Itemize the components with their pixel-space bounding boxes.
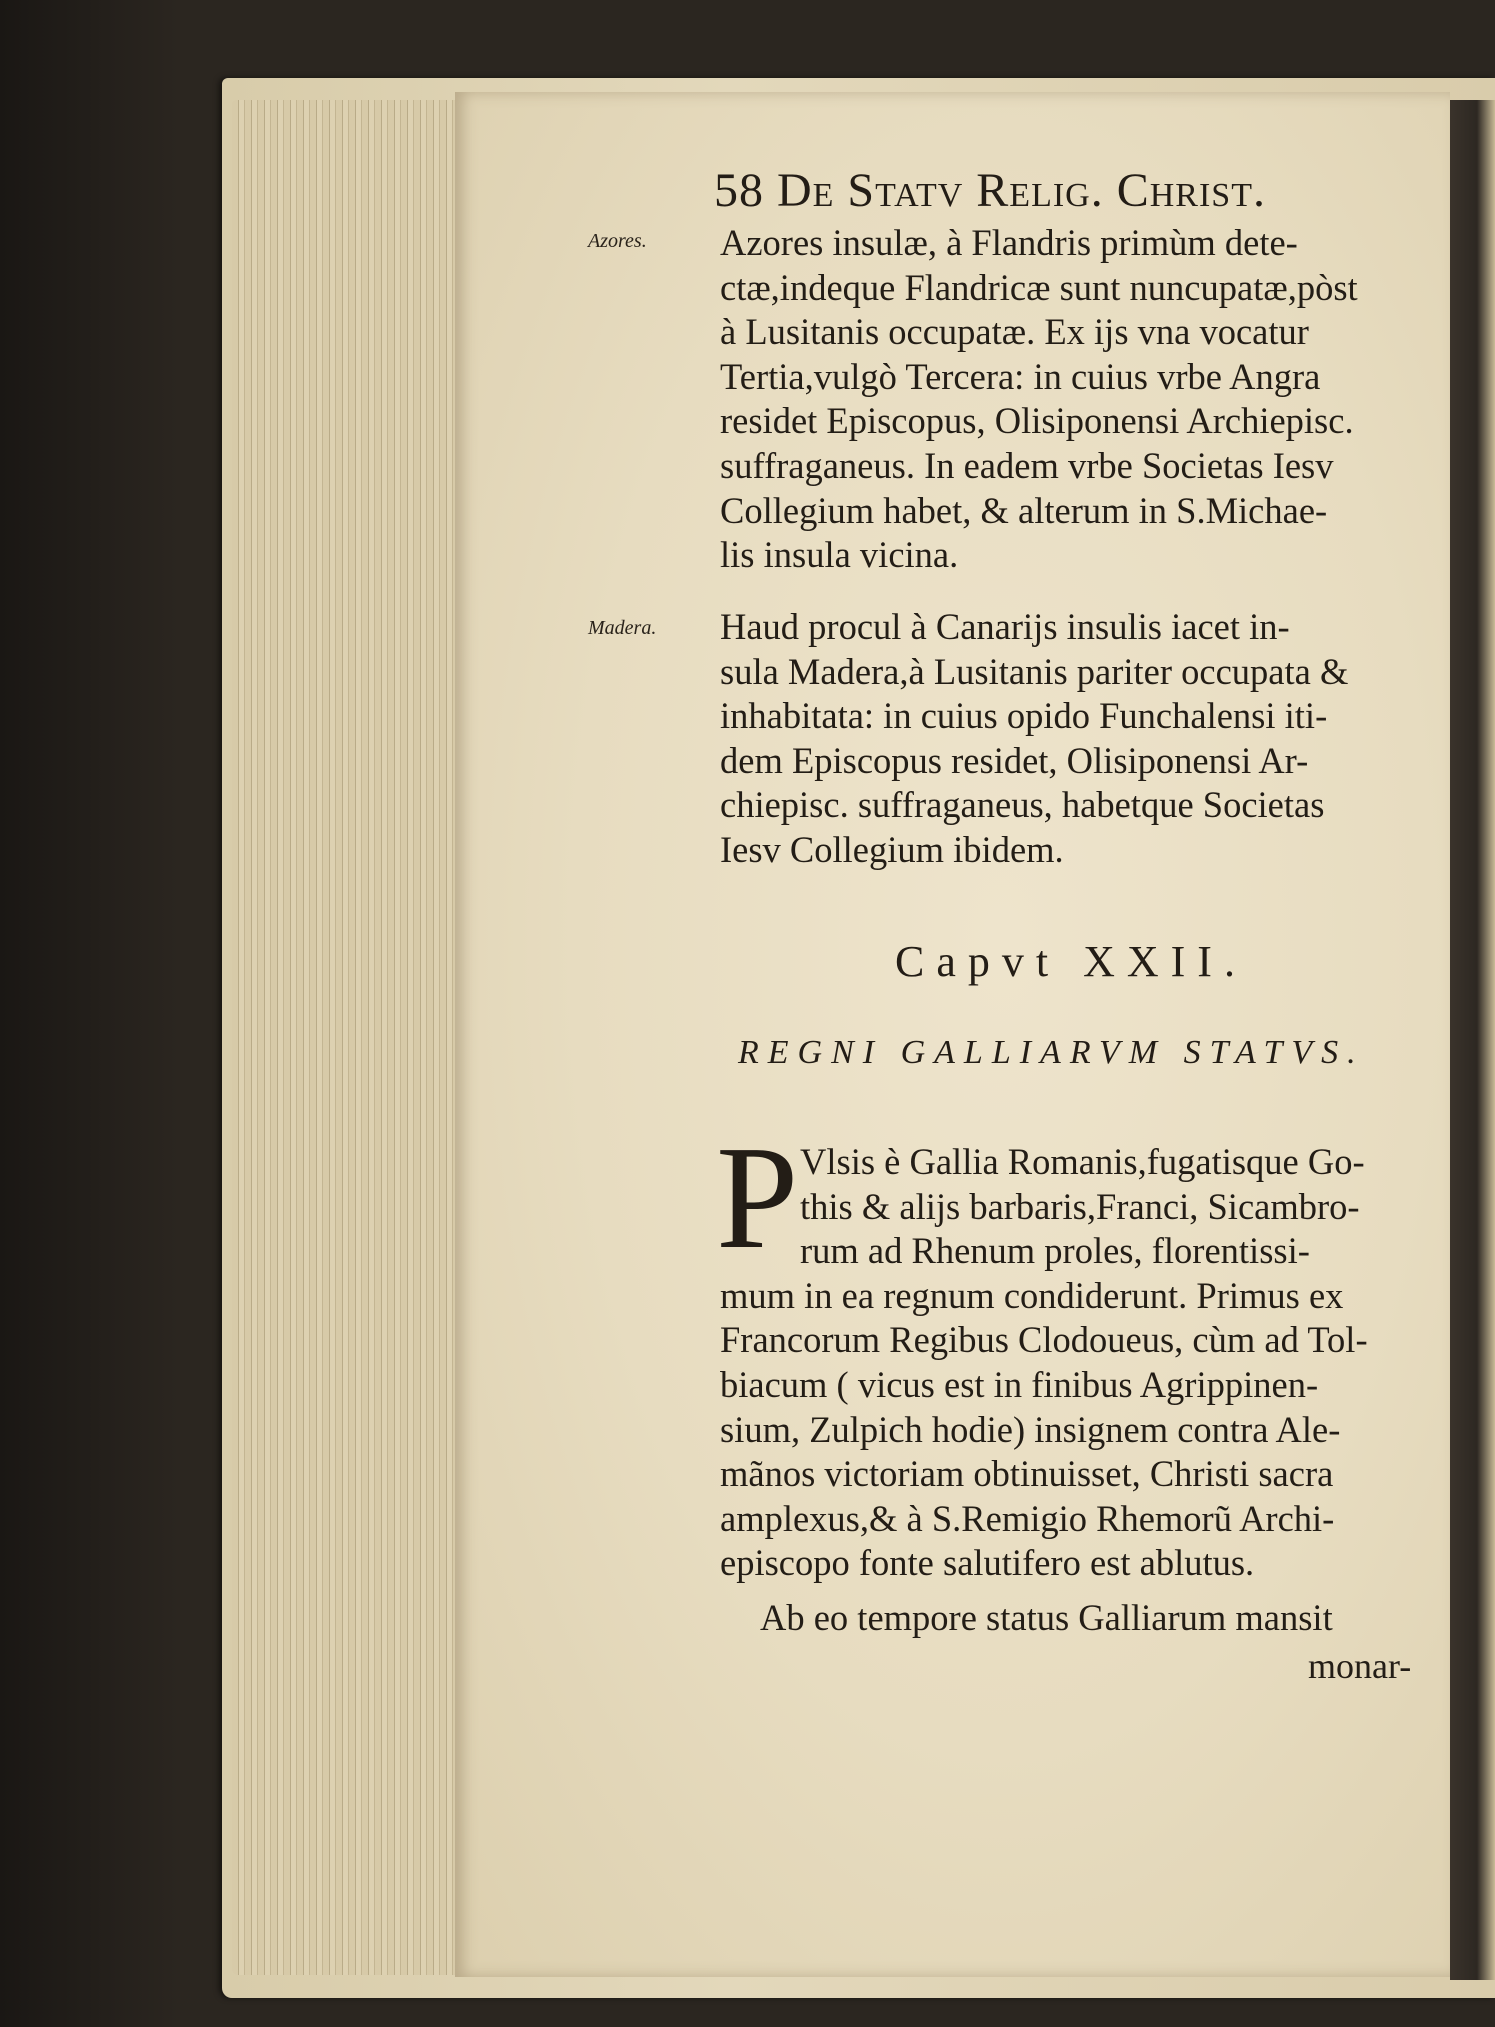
- text-line: amplexus,& à S.Remigio Rhemorũ Archi-: [720, 1497, 1335, 1539]
- marginal-note-azores: Azores.: [588, 230, 647, 252]
- text-line: Ab eo tempore status Galliarum mansit: [760, 1597, 1333, 1638]
- running-head: 58 De Statv Relig. Christ.: [714, 164, 1266, 217]
- text-line: Azores insulæ, à Flandris primùm dete-: [720, 222, 1298, 263]
- facing-cover-edge: [1450, 100, 1495, 1980]
- text-line: residet Episcopus, Olisiponensi Archiepisc.: [720, 400, 1354, 442]
- text-line: lis insula vicina.: [720, 534, 959, 576]
- text-line: sula Madera,à Lusitanis pariter occupata &: [720, 650, 1349, 692]
- paragraph-madera: [720, 605, 1445, 873]
- text-line: dem Episcopus residet, Olisiponensi Ar-: [720, 739, 1309, 781]
- text-line: Iesv Collegium ibidem.: [720, 828, 1064, 870]
- paragraph-azores: [720, 221, 1445, 578]
- text-line: episcopo fonte salutifero est ablutus.: [720, 1542, 1255, 1584]
- text-line: mum in ea regnum condiderunt. Primus ex: [720, 1274, 1344, 1316]
- text-line: suffraganeus. In eadem vrbe Societas Iesv: [720, 444, 1334, 486]
- text-line: Collegium habet, & alterum in S.Michae-: [720, 489, 1328, 531]
- text-line: rum ad Rhenum proles, florentissi-: [800, 1230, 1310, 1272]
- text-line: mãnos victoriam obtinuisset, Christi sacra: [720, 1453, 1334, 1495]
- text-line: ctæ,indeque Flandricæ sunt nuncupatæ,pòst: [720, 266, 1358, 308]
- paragraph-gallia: [720, 1140, 1445, 1586]
- page-edges: [232, 100, 462, 1975]
- text-line: inhabitata: in cuius opido Funchalensi iti-: [720, 695, 1328, 737]
- chapter-subtitle: REGNI GALLIARVM STATVS.: [738, 1034, 1365, 1071]
- text-line: Vlsis è Gallia Romanis,fugatisque Go-: [800, 1141, 1365, 1182]
- text-line: Tertia,vulgò Tercera: in cuius vrbe Angra: [720, 355, 1321, 397]
- text-line: Haud procul à Canarijs insulis iacet in-: [720, 606, 1290, 647]
- text-line: sium, Zulpich hodie) insignem contra Ale-: [720, 1408, 1341, 1450]
- drop-cap: P: [716, 1116, 799, 1280]
- text-line: chiepisc. suffraganeus, habetque Societas: [720, 784, 1325, 826]
- chapter-heading: Capvt XXII.: [895, 937, 1247, 986]
- text-line: biacum ( vicus est in finibus Agrippinen-: [720, 1363, 1319, 1405]
- text-line: à Lusitanis occupatæ. Ex ijs vna vocatur: [720, 311, 1309, 353]
- paragraph-status: [720, 1596, 1445, 1641]
- text-line: Francorum Regibus Clodoueus, cùm ad Tol-: [720, 1319, 1368, 1361]
- text-line: this & alijs barbaris,Franci, Sicambro-: [800, 1185, 1360, 1227]
- catchword: monar-: [1308, 1646, 1412, 1686]
- marginal-note-madera: Madera.: [588, 617, 657, 639]
